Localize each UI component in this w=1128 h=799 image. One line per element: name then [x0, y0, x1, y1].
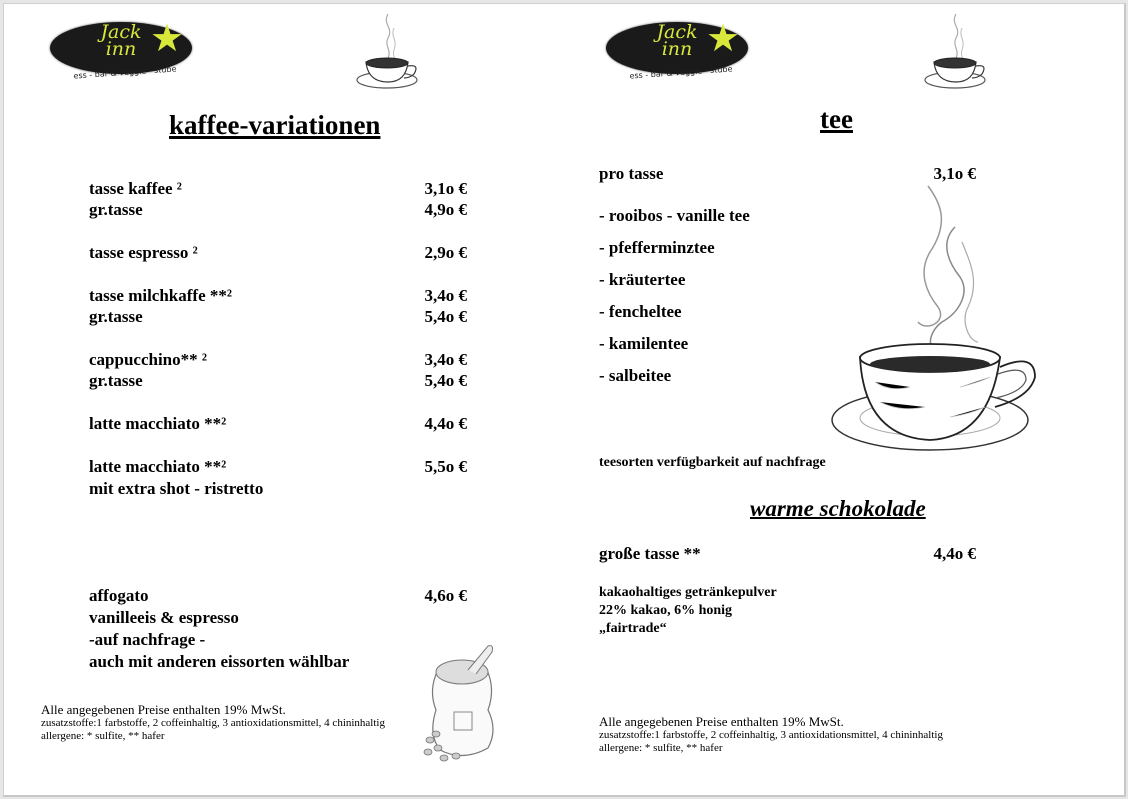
chocolate-item-price: 4,4o €: [933, 544, 976, 563]
jack-inn-logo-left: [46, 18, 198, 84]
vat-note: Alle angegebenen Preise enthalten 19% MwSt.: [599, 714, 844, 729]
menu-page: [3, 3, 1126, 797]
menu-item-price: 3,4o €: [424, 286, 467, 305]
menu-item-name: gr.tasse: [89, 200, 143, 219]
menu-item-price: 4,4o €: [424, 414, 467, 433]
menu-item-desc: -auf nachfrage -: [89, 630, 206, 649]
menu-item-name: affogato: [89, 586, 149, 605]
tea-item: - kräutertee: [599, 270, 686, 289]
allergens-note: allergene: * sulfite, ** hafer: [599, 742, 723, 754]
logo-tagline: ess - bar & veggie - stube: [629, 64, 733, 81]
page-title-tee: tee: [820, 104, 853, 134]
menu-item-name: latte macchiato **²: [89, 414, 227, 433]
star-icon: ★: [150, 18, 185, 60]
tea-price: 3,1o €: [933, 164, 976, 183]
tea-item: - pfefferminztee: [599, 238, 715, 257]
menu-item-price: 5,4o €: [424, 371, 467, 390]
logo-script: Jack inn: [656, 21, 698, 60]
tea-item: - fencheltee: [599, 302, 682, 321]
tea-item: - kamilentee: [599, 334, 689, 353]
menu-item-price: 3,1o €: [424, 179, 467, 198]
star-icon: ★: [706, 18, 741, 60]
chocolate-description: kakaohaltiges getränkepulver 22% kakao, 6% honig „fairtrade“: [599, 585, 777, 636]
tea-item: - rooibos - vanille tee: [599, 206, 750, 225]
vat-note: Alle angegebenen Preise enthalten 19% MwSt.: [41, 702, 286, 717]
menu-item-price: 4,6o €: [424, 586, 467, 605]
menu-item-desc: auch mit anderen eissorten wählbar: [89, 652, 350, 671]
additives-note: zusatzstoffe:1 farbstoffe, 2 coffeinhaltig, 3 antioxidationsmittel, 4 chininhaltig: [41, 717, 385, 729]
menu-item-price: 2,9o €: [424, 243, 467, 262]
footer-notes-right: [599, 715, 943, 755]
menu-item-name: tasse kaffee ²: [89, 179, 182, 198]
tea-availability-note: teesorten verfügbarkeit auf nachfrage: [599, 455, 826, 470]
coffee-cup-icon: [354, 10, 424, 92]
menu-item-price: 3,4o €: [424, 350, 467, 369]
coffee-cup-icon: [922, 10, 992, 92]
menu-item-desc: mit extra shot - ristretto: [89, 479, 264, 498]
menu-item-name: gr.tasse: [89, 307, 143, 326]
page-title-kaffee: kaffee-variationen: [169, 110, 381, 140]
logo-tagline: ess - bar & veggie - stube: [73, 64, 177, 81]
coffee-bean-sack-icon: [418, 640, 508, 765]
allergens-note: allergene: * sulfite, ** hafer: [41, 730, 165, 742]
menu-item-name: tasse espresso ²: [89, 243, 198, 262]
menu-item-name: latte macchiato **²: [89, 457, 227, 476]
section-title-chocolate: warme schokolade: [750, 496, 926, 521]
tea-item: - salbeitee: [599, 366, 672, 385]
menu-item-name: gr.tasse: [89, 371, 143, 390]
menu-item-price: 5,4o €: [424, 307, 467, 326]
logo-script: Jack inn: [100, 21, 142, 60]
tea-price-label: pro tasse: [599, 164, 664, 183]
menu-item-desc: vanilleeis & espresso: [89, 608, 239, 627]
footer-notes-left: [41, 703, 385, 743]
menu-item-name: cappucchino** ²: [89, 350, 207, 369]
menu-item-price: 5,5o €: [424, 457, 467, 476]
menu-item-name: tasse milchkaffe **²: [89, 286, 232, 305]
jack-inn-logo-right: [602, 18, 754, 84]
menu-item-price: 4,9o €: [424, 200, 467, 219]
chocolate-item-name: große tasse **: [599, 544, 701, 563]
steaming-teacup-icon: [830, 182, 1040, 472]
additives-note: zusatzstoffe:1 farbstoffe, 2 coffeinhaltig, 3 antioxidationsmittel, 4 chininhaltig: [599, 729, 943, 741]
